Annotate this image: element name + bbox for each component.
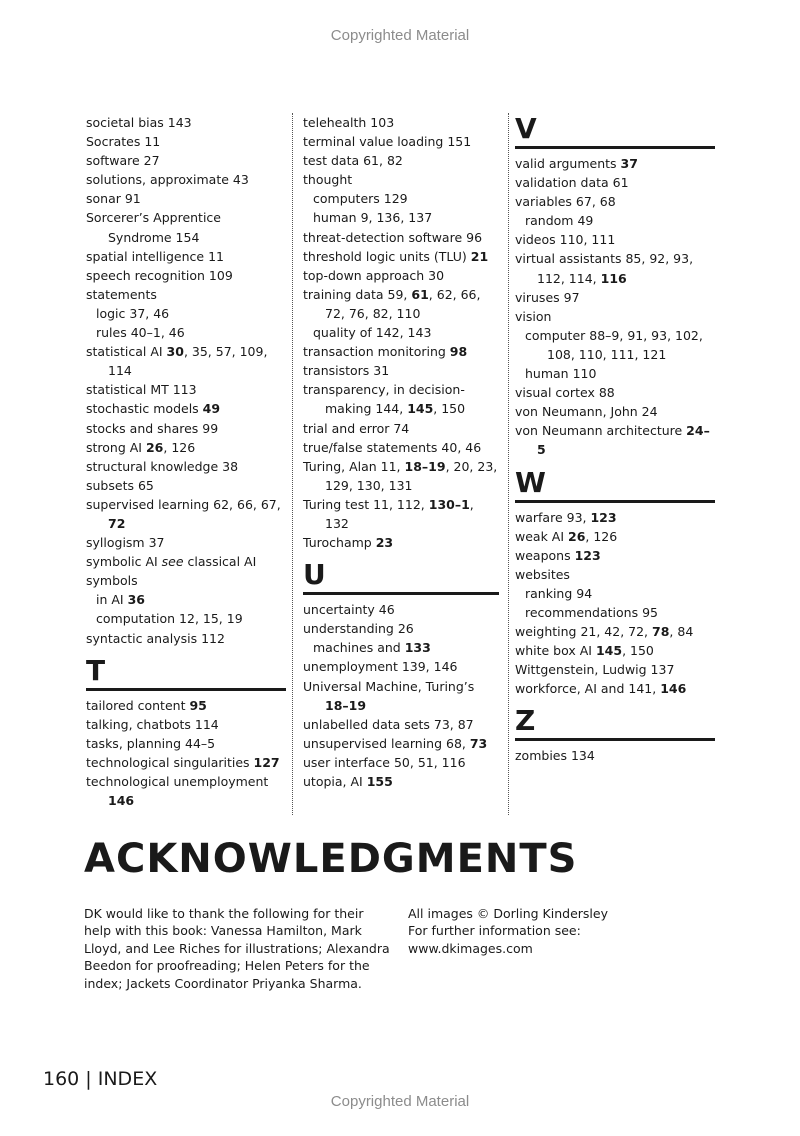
index-entry: videos 110, 111 xyxy=(515,232,616,248)
index-entry: true/false statements 40, 46 xyxy=(303,439,482,455)
index-entry: trial and error 74 xyxy=(303,420,410,436)
index-entry: strong AI 26, 126 xyxy=(86,439,196,455)
index-entry: technological singularities 127 xyxy=(86,754,280,770)
index-entry: terminal value loading 151 xyxy=(303,134,472,150)
index-entry: viruses 97 xyxy=(515,289,580,305)
copyright-watermark-bottom: Copyrighted Material xyxy=(330,1093,470,1110)
index-entry: Sorcerer’s Apprentice Syndrome 154 xyxy=(86,210,221,245)
index-entry: supervised learning 62, 66, 67, 72 xyxy=(86,496,281,531)
index-entry: unemployment 139, 146 xyxy=(303,659,458,675)
index-entry: statistical MT 113 xyxy=(86,382,197,398)
index-entry: workforce, AI and 141, 146 xyxy=(515,681,687,697)
index-entry: solutions, approximate 43 xyxy=(86,172,249,188)
index-entry: spatial intelligence 11 xyxy=(86,248,224,264)
acknowledgments-text: DK would like to thank the following for their help with this book: Vanessa Hamilton, Mark Lloyd, and Lee Riches for illustrations; Alexandra Beedon for proofreading; Helen Peters for the index; Jackets Coordinator Priyanka Sharma. xyxy=(84,906,390,991)
index-entry: symbolic AI see classical AI xyxy=(86,554,257,570)
index-column-1 xyxy=(86,113,286,810)
index-entry: valid arguments 37 xyxy=(515,156,638,171)
index-subentry: logic 37, 46 xyxy=(96,305,170,321)
index-subentry: recommendations 95 xyxy=(525,604,658,620)
index-subentry: rules 40–1, 46 xyxy=(96,325,185,341)
index-entry: training data 59, 61, 62, 66, 72, 76, 82, 110 xyxy=(303,286,481,321)
index-entry: white box AI 145, 150 xyxy=(515,643,654,659)
credit-line: For further information see: xyxy=(408,923,581,939)
credit-line: All images © Dorling Kindersley xyxy=(408,906,608,921)
copyright-watermark-top: Copyrighted Material xyxy=(330,27,470,44)
index-subentry: computers 129 xyxy=(313,191,408,207)
index-entry: transistors 31 xyxy=(303,363,390,379)
index-entry: talking, chatbots 114 xyxy=(86,716,219,732)
index-entry: Turochamp 23 xyxy=(303,535,394,551)
index-entry: sonar 91 xyxy=(86,191,141,207)
index-entry: weapons 123 xyxy=(515,547,601,563)
index-entry: warfare 93, 123 xyxy=(515,509,617,525)
index-entry: understanding 26 xyxy=(303,621,414,637)
index-entry: utopia, AI 155 xyxy=(303,774,393,789)
index-subentry: computer 88–9, 91, 93, 102, 108, 110, 111, 121 xyxy=(525,327,703,362)
index-entry: stocks and shares 99 xyxy=(86,420,219,436)
index-entry: threat-detection software 96 xyxy=(303,229,483,245)
index-entry: statistical AI 30, 35, 57, 109, 114 xyxy=(86,344,268,379)
image-credits xyxy=(408,905,668,957)
index-entry: Turing test 11, 112, 130–1, 132 xyxy=(303,496,474,531)
credit-link[interactable]: www.dkimages.com xyxy=(408,940,533,956)
acknowledgments-heading: ACKNOWLEDGMENTS xyxy=(84,836,578,882)
index-entry: statements xyxy=(86,286,157,302)
index-entry: societal bias 143 xyxy=(86,115,192,130)
index-entry: vision xyxy=(515,308,552,324)
index-entry: user interface 50, 51, 116 xyxy=(303,754,466,770)
index-entry: thought xyxy=(303,172,353,188)
index-entry: transaction monitoring 98 xyxy=(303,344,468,360)
index-entry: zombies 134 xyxy=(515,748,595,764)
index-subentry: ranking 94 xyxy=(525,585,593,601)
index-entry: threshold logic units (TLU) 21 xyxy=(303,248,489,264)
index-entry: symbols xyxy=(86,573,138,589)
index-subentry: quality of 142, 143 xyxy=(313,325,432,341)
index-column-2 xyxy=(303,113,499,791)
index-entry: stochastic models 49 xyxy=(86,401,221,417)
index-letter-heading: T xyxy=(86,648,286,691)
column-divider xyxy=(292,113,293,815)
index-entry: Socrates 11 xyxy=(86,134,161,150)
index-entry: tasks, planning 44–5 xyxy=(86,735,216,751)
index-column-3 xyxy=(515,113,715,766)
index-entry: Wittgenstein, Ludwig 137 xyxy=(515,662,675,678)
index-entry: syllogism 37 xyxy=(86,535,165,551)
index-entry: unlabelled data sets 73, 87 xyxy=(303,716,474,732)
index-entry: virtual assistants 85, 92, 93, 112, 114, 116 xyxy=(515,251,694,286)
index-entry: websites xyxy=(515,566,570,582)
index-entry: structural knowledge 38 xyxy=(86,458,239,474)
column-divider xyxy=(508,113,509,815)
index-entry: top-down approach 30 xyxy=(303,267,445,283)
index-subentry: random 49 xyxy=(525,213,594,229)
index-letter-heading: V xyxy=(515,113,715,149)
index-entry: subsets 65 xyxy=(86,477,154,493)
index-entry: speech recognition 109 xyxy=(86,267,233,283)
index-subentry: in AI 36 xyxy=(96,592,145,608)
index-subentry: human 110 xyxy=(525,366,597,382)
index-subentry: computation 12, 15, 19 xyxy=(96,611,243,627)
index-entry: von Neumann architecture 24–5 xyxy=(515,423,710,458)
index-entry: software 27 xyxy=(86,153,160,169)
index-entry: von Neumann, John 24 xyxy=(515,404,658,420)
index-subentry: machines and 133 xyxy=(313,640,431,656)
index-entry: weighting 21, 42, 72, 78, 84 xyxy=(515,624,694,640)
index-entry: transparency, in decision-making 144, 145, 150 xyxy=(303,382,466,417)
index-entry: unsupervised learning 68, 73 xyxy=(303,735,488,751)
index-entry: telehealth 103 xyxy=(303,115,395,130)
index-entry: Turing, Alan 11, 18–19, 20, 23, 129, 130, 131 xyxy=(303,458,498,493)
index-entry: Universal Machine, Turing’s 18–19 xyxy=(303,678,475,713)
index-letter-heading: U xyxy=(303,552,499,595)
index-entry: variables 67, 68 xyxy=(515,194,616,210)
index-letter-heading: W xyxy=(515,460,715,503)
index-entry: tailored content 95 xyxy=(86,697,207,713)
index-entry: syntactic analysis 112 xyxy=(86,630,225,646)
index-entry: visual cortex 88 xyxy=(515,385,615,401)
index-entry: technological unemployment 146 xyxy=(86,774,269,809)
index-entry: validation data 61 xyxy=(515,175,629,191)
index-subentry: human 9, 136, 137 xyxy=(313,210,433,226)
index-entry: weak AI 26, 126 xyxy=(515,528,618,544)
index-entry: uncertainty 46 xyxy=(303,602,395,618)
index-entry: test data 61, 82 xyxy=(303,153,403,169)
index-letter-heading: Z xyxy=(515,698,715,741)
page-folio: 160 | INDEX xyxy=(43,1068,158,1090)
